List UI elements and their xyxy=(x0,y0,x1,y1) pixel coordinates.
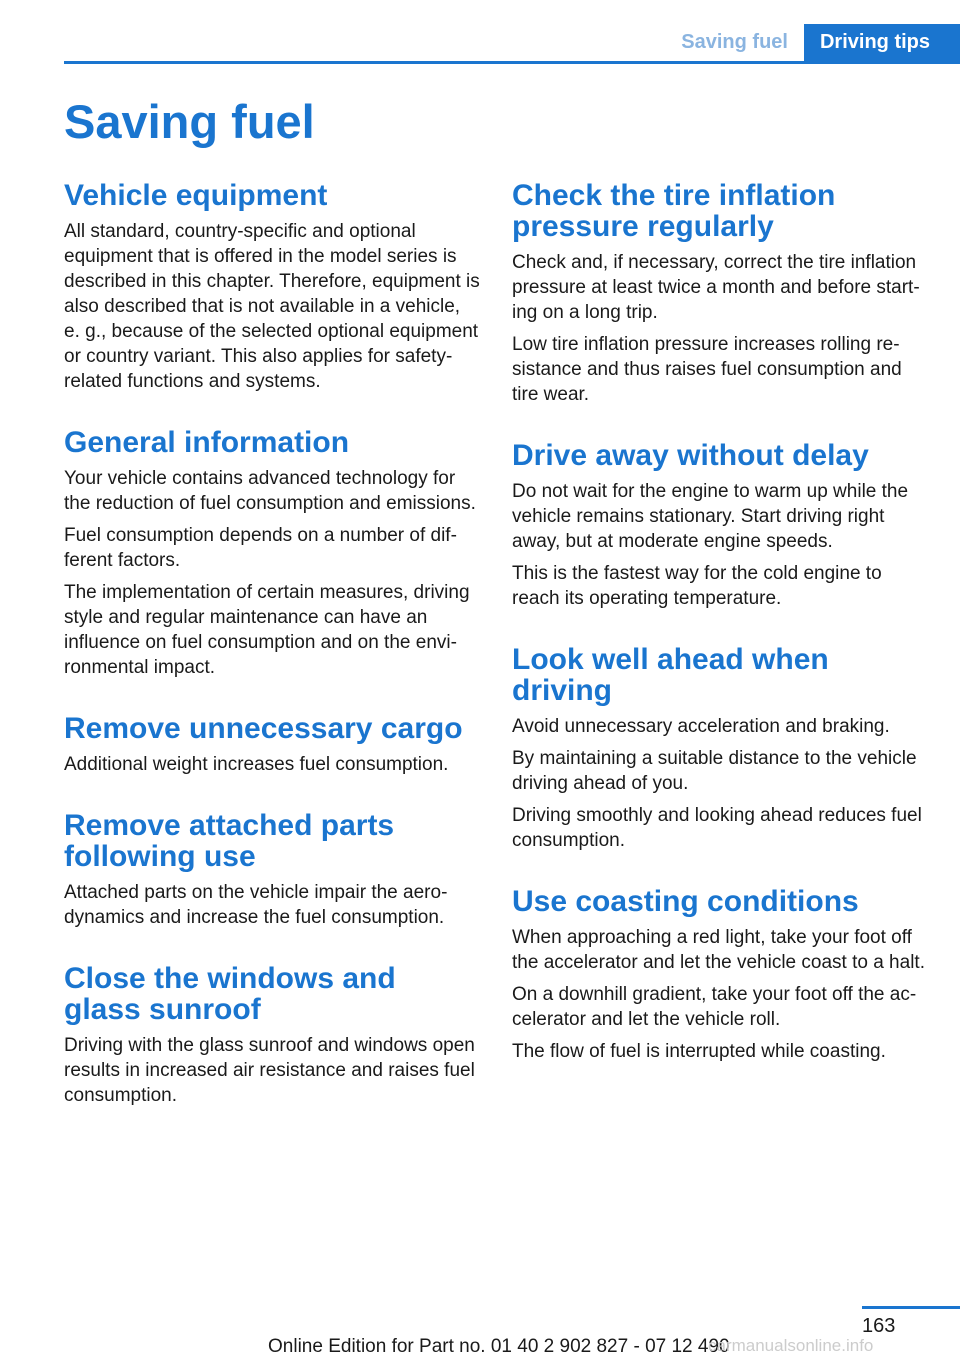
page-number: 163 xyxy=(862,1315,896,1337)
paragraph: Do not wait for the engine to warm up while the vehicle remains stationary. Start driving right away, but at moderate engine speeds. xyxy=(512,481,909,552)
page-title: Saving fuel xyxy=(64,95,315,148)
watermark: carmanualsonline.info xyxy=(708,1336,874,1355)
section-close-windows xyxy=(64,963,480,1108)
paragraph: Low tire inflation pressure increases rolling resistance and thus raises fuel consumption and tire wear. xyxy=(512,334,902,405)
chapter-tab[interactable]: Driving tips xyxy=(804,24,960,61)
section-heading: Look well ahead when driving xyxy=(512,643,829,707)
footer-rule xyxy=(862,1306,960,1309)
section-heading: Remove unnecessary cargo xyxy=(64,712,463,745)
section-look-ahead xyxy=(512,644,928,853)
paragraph: Driving with the glass sunroof and windows open results in increased air resistance and raises fuel consumption. xyxy=(64,1035,475,1106)
edition-note: Online Edition for Part no. 01 40 2 902 827 - 07 12 490 xyxy=(268,1336,730,1357)
header-rule xyxy=(64,61,960,64)
paragraph: Driving smoothly and looking ahead reduces fuel consumption. xyxy=(512,805,922,851)
paragraph: Attached parts on the vehicle impair the aerodynamics and increase the fuel consumption. xyxy=(64,882,448,928)
section-heading: General information xyxy=(64,426,350,459)
section-coasting xyxy=(512,886,928,1064)
section-heading: Drive away without delay xyxy=(512,439,869,472)
section-general-information xyxy=(64,427,480,680)
paragraph: Avoid unnecessary acceleration and braking. xyxy=(512,716,890,737)
section-heading: Remove attached parts following use xyxy=(64,809,395,873)
section-tab[interactable]: Saving fuel xyxy=(681,31,788,53)
header-tabs xyxy=(665,24,960,61)
section-vehicle-equipment xyxy=(64,180,480,394)
paragraph: Your vehicle contains advanced technology for the reduction of fuel consumption and emissions. xyxy=(64,468,476,514)
section-heading: Vehicle equipment xyxy=(64,179,328,212)
section-heading: Close the windows and glass sunroof xyxy=(64,962,396,1026)
page-footer xyxy=(0,1300,960,1362)
paragraph: Check and, if necessary, correct the tire inflation pressure at least twice a month and before starting on a long trip. xyxy=(512,252,920,323)
section-tire-pressure xyxy=(512,180,928,407)
paragraph: This is the fastest way for the cold engine to reach its operating temperature. xyxy=(512,563,882,609)
section-heading: Use coasting conditions xyxy=(512,885,859,918)
section-drive-away xyxy=(512,440,928,611)
paragraph: When approaching a red light, take your foot off the accelerator and let the vehicle coast to a halt. xyxy=(512,927,925,973)
section-remove-cargo xyxy=(64,713,480,777)
paragraph: On a downhill gradient, take your foot off the accelerator and let the vehicle roll. xyxy=(512,984,917,1030)
paragraph: Fuel consumption depends on a number of different factors. xyxy=(64,525,457,571)
paragraph: All standard, country-specific and optional equipment that is offered in the model series is described in this chapter. Therefore, equipment is also described that is not available in a vehicle, e. g., because of the selected optional equipment or country variant. This also applies for safety-related functions and systems. xyxy=(64,221,480,392)
paragraph: Additional weight increases fuel consumption. xyxy=(64,754,449,775)
paragraph: By maintaining a suitable distance to the vehicle driving ahead of you. xyxy=(512,748,917,794)
right-column xyxy=(512,180,928,1097)
section-remove-attached-parts xyxy=(64,810,480,930)
paragraph: The flow of fuel is interrupted while coasting. xyxy=(512,1041,886,1062)
left-column xyxy=(64,180,480,1141)
section-heading: Check the tire inflation pressure regularly xyxy=(512,179,836,243)
paragraph: The implementation of certain measures, driving style and regular maintenance can have an influence on fuel consumption and on the environmental impact. xyxy=(64,582,470,678)
